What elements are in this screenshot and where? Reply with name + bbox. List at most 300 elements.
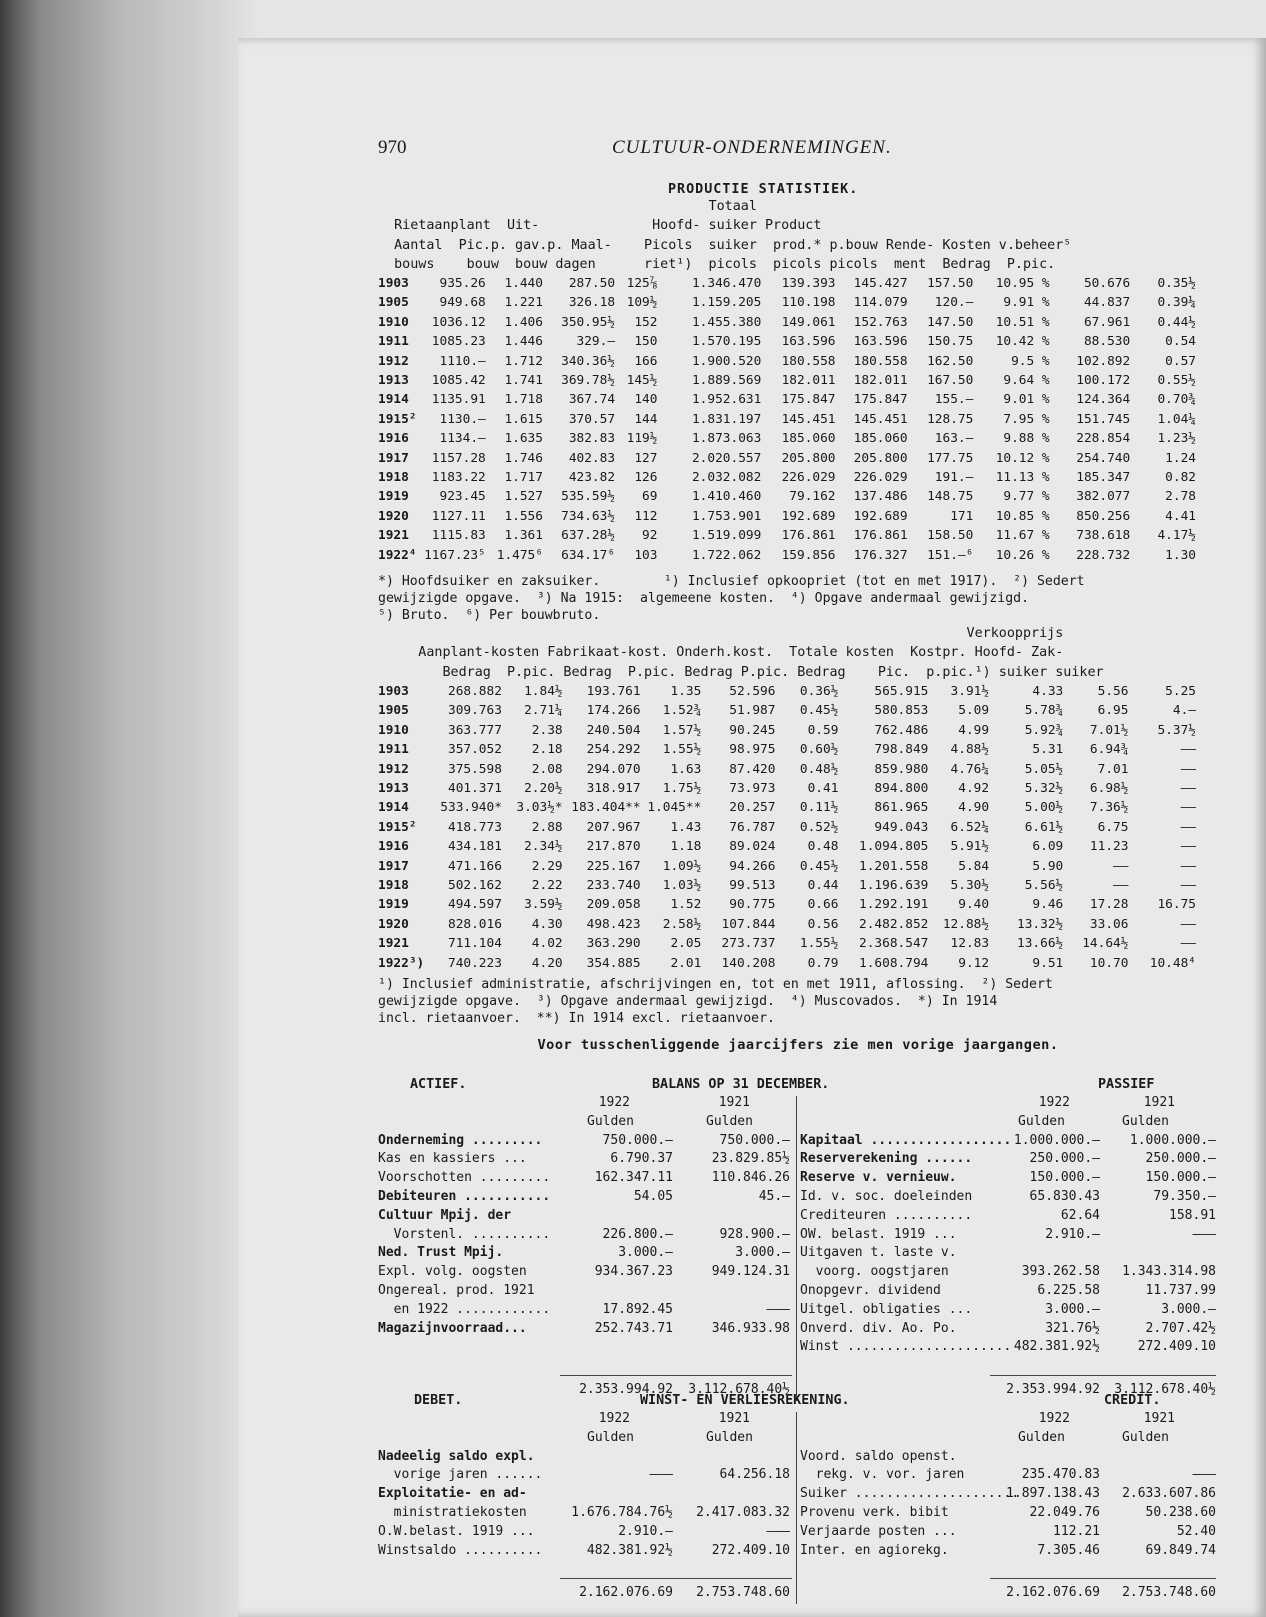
balans-right-title: PASSIEF <box>1098 1077 1155 1092</box>
table-row <box>378 313 1196 332</box>
value-cell: 494.597 <box>447 897 502 913</box>
value-cell: 87.420 <box>729 761 776 777</box>
value-cell: 217.870 <box>586 839 641 855</box>
value-cell: 0.56 <box>807 916 839 932</box>
right-row-label: Winst ..................... <box>800 1339 1012 1355</box>
value-cell: 9.77 % <box>1003 489 1050 505</box>
year-cell: 1905 <box>378 295 409 311</box>
right-row-label: Id. v. soc. doeleinden <box>800 1189 973 1204</box>
right-value-a: 7.305.46 <box>1037 1542 1100 1558</box>
total-rule-right <box>990 1578 1216 1579</box>
value-cell: 112 <box>634 508 658 524</box>
value-cell: 1.527 <box>504 489 543 505</box>
value-cell: 10.85 % <box>995 508 1050 524</box>
value-cell: 2.29 <box>531 858 563 874</box>
value-cell: 850.256 <box>1076 508 1131 524</box>
value-cell: 225.167 <box>586 858 641 874</box>
value-cell: 205.800 <box>781 450 836 466</box>
value-cell: 92 <box>642 528 658 544</box>
value-cell: 471.166 <box>447 858 502 874</box>
value-cell: 52.596 <box>729 684 776 699</box>
value-cell: 634.17⁶ <box>561 547 616 563</box>
right-value-b: 2.707.42½ <box>1145 1320 1216 1336</box>
year-cell: 1918 <box>378 878 409 894</box>
productie-header-line: Rietaanplant Uit- Hoofd- suiker Product <box>378 218 822 234</box>
value-cell: 10.70 <box>1089 955 1129 971</box>
value-cell: 98.975 <box>729 742 776 758</box>
value-cell: 182.011 <box>781 373 836 389</box>
value-cell: 1.746 <box>504 450 543 466</box>
left-value-b: ——— <box>766 1523 790 1539</box>
value-cell: 0.11½ <box>799 800 839 816</box>
value-cell: 191.— <box>934 470 974 486</box>
value-cell: —— <box>1180 819 1196 835</box>
value-cell: 33.06 <box>1089 916 1129 932</box>
value-cell: 4.99 <box>958 722 990 738</box>
value-cell: 3.91½ <box>950 684 990 699</box>
value-cell: 1.63 <box>670 761 702 777</box>
left-value-b: 272.409.10 <box>711 1542 790 1558</box>
value-cell: 50.676 <box>1083 276 1131 291</box>
year-a-left: 1922 <box>598 1411 630 1426</box>
value-cell: 192.689 <box>853 508 908 524</box>
value-cell: 1.952.631 <box>691 392 762 408</box>
table-row <box>378 818 1196 837</box>
value-cell: 1.900.520 <box>691 353 762 369</box>
value-cell: 5.00½ <box>1024 800 1064 816</box>
year-cell: 1922³) <box>378 955 425 971</box>
value-cell: —— <box>1180 858 1196 874</box>
value-cell: 79.162 <box>789 489 836 505</box>
right-row-label: Uitgaven t. laste v. <box>800 1245 957 1261</box>
value-cell: 1.03½ <box>662 878 702 894</box>
value-cell: 1.159.205 <box>691 295 762 311</box>
value-cell: 145.451 <box>781 411 836 427</box>
value-cell: 5.92¾ <box>1024 722 1064 738</box>
value-cell: 1036.12 <box>431 314 486 330</box>
value-cell: 205.800 <box>853 450 908 466</box>
value-cell: 637.28½ <box>561 528 616 544</box>
table-row <box>378 487 1196 506</box>
value-cell: 9.88 % <box>1003 431 1050 447</box>
value-cell: 861.965 <box>874 800 929 816</box>
left-row-label: O.W.belast. 1919 ... <box>378 1523 535 1539</box>
kosten-table <box>378 682 1196 973</box>
table-row <box>378 468 1196 487</box>
value-cell: 207.967 <box>586 819 641 835</box>
value-cell: 798.849 <box>874 742 929 758</box>
value-cell: 228.732 <box>1076 547 1131 563</box>
value-cell: 2.78 <box>1165 489 1196 505</box>
value-cell: 180.558 <box>853 353 908 369</box>
value-cell: 1.09½ <box>662 858 702 874</box>
value-cell: 163.— <box>934 431 974 447</box>
table-row <box>378 798 1196 817</box>
value-cell: 9.64 % <box>1003 373 1050 389</box>
value-cell: 401.371 <box>447 781 502 797</box>
value-cell: 1.570.195 <box>691 334 762 350</box>
left-value-b: 3.000.— <box>735 1245 790 1261</box>
table-row <box>378 895 1196 914</box>
value-cell: 185.060 <box>853 431 908 447</box>
value-cell: 318.917 <box>586 781 641 797</box>
year-cell: 1919 <box>378 897 409 913</box>
winst-left-title: DEBET. <box>414 1393 463 1408</box>
right-value-a: 482.381.92½ <box>1013 1339 1100 1355</box>
value-cell: 2.34½ <box>524 839 563 855</box>
right-value-a: 65.830.43 <box>1029 1189 1100 1204</box>
value-cell: 859.980 <box>874 761 929 777</box>
value-cell: 12.88½ <box>942 916 990 932</box>
value-cell: 89.024 <box>729 839 776 855</box>
value-cell: 254.740 <box>1076 450 1131 466</box>
right-value-b: ——— <box>1192 1226 1216 1242</box>
value-cell: 10.95 % <box>995 276 1050 291</box>
value-cell: 69 <box>642 489 658 505</box>
value-cell: 828.016 <box>447 916 502 932</box>
value-cell: 94.266 <box>729 858 776 874</box>
value-cell: 0.39¼ <box>1157 295 1196 311</box>
right-value-b: 158.91 <box>1169 1207 1216 1223</box>
value-cell: 44.837 <box>1083 295 1131 311</box>
currency-a-right: Gulden <box>1018 1429 1065 1445</box>
value-cell: 418.773 <box>447 819 502 835</box>
value-cell: 150 <box>634 334 658 350</box>
value-cell: 4.90 <box>958 800 990 816</box>
value-cell: 1.24 <box>1165 450 1196 466</box>
value-cell: 10.48⁴ <box>1149 955 1196 971</box>
total-rule-left <box>560 1578 792 1579</box>
value-cell: —— <box>1180 916 1196 932</box>
value-cell: 110.198 <box>781 295 836 311</box>
value-cell: 1.52 <box>670 897 702 913</box>
value-cell: 17.28 <box>1089 897 1129 913</box>
value-cell: 1.52¾ <box>662 703 702 719</box>
year-cell: 1919 <box>378 489 409 505</box>
right-row-label: voorg. oogstjaren <box>800 1264 949 1280</box>
left-row-label: ministratiekosten <box>378 1505 527 1520</box>
value-cell: 1085.42 <box>431 373 486 389</box>
right-value-b: 11.737.99 <box>1145 1283 1216 1298</box>
table-row <box>378 934 1196 953</box>
left-value-b: ——— <box>766 1301 790 1317</box>
value-cell: 6.95 <box>1097 703 1129 719</box>
value-cell: 5.25 <box>1165 684 1196 699</box>
column-divider <box>796 1412 797 1604</box>
value-cell: 0.48½ <box>799 761 839 777</box>
value-cell: 0.35½ <box>1157 276 1196 291</box>
year-cell: 1921 <box>378 936 409 952</box>
table-row <box>378 954 1196 973</box>
value-cell: —— <box>1180 936 1196 952</box>
total-a-left: 2.162.076.69 <box>579 1585 673 1601</box>
value-cell: 1.717 <box>504 470 543 486</box>
value-cell: 1.57½ <box>662 722 702 738</box>
kosten-header <box>378 624 1104 682</box>
year-cell: 1912 <box>378 761 409 777</box>
left-row-label: Voorschotten ......... <box>378 1170 551 1186</box>
value-cell: 147.50 <box>927 314 974 330</box>
year-cell: 1911 <box>378 334 409 350</box>
value-cell: 126 <box>634 470 658 486</box>
value-cell: 5.91½ <box>950 839 990 855</box>
value-cell: 1.455.380 <box>691 314 762 330</box>
value-cell: 4.41 <box>1165 508 1196 524</box>
value-cell: 148.75 <box>927 489 974 505</box>
left-value-b: 23.829.85½ <box>711 1151 790 1167</box>
kosten-footnotes <box>378 976 1053 1027</box>
value-cell: 0.79 <box>807 955 839 971</box>
value-cell: 382.83 <box>568 431 616 447</box>
value-cell: 13.66½ <box>1017 936 1064 952</box>
value-cell: 734.63½ <box>561 508 616 524</box>
value-cell: 1.201.558 <box>859 858 929 874</box>
value-cell: 1.84½ <box>524 684 563 699</box>
value-cell: 1134.— <box>439 431 486 447</box>
value-cell: 176.327 <box>853 547 908 563</box>
value-cell: 1.094.805 <box>859 839 929 855</box>
left-value-a: 3.000.— <box>618 1245 673 1261</box>
value-cell: 5.56 <box>1097 684 1129 699</box>
value-cell: 124.364 <box>1076 392 1131 408</box>
value-cell: 0.44½ <box>1157 314 1196 330</box>
left-row-label: Vorstenl. .......... <box>378 1226 551 1242</box>
right-row-label: Reserverekening ...... <box>800 1151 973 1167</box>
left-row-label: Winstsaldo .......... <box>378 1542 543 1558</box>
table-row <box>378 740 1196 759</box>
value-cell: 0.59 <box>807 722 839 738</box>
productie-footnote: ⁵) Bruto. ⁶) Per bouwbruto. <box>378 608 601 623</box>
left-value-a: 2.910.— <box>618 1523 673 1539</box>
value-cell: 1.712 <box>504 353 543 369</box>
value-cell: 9.51 <box>1032 955 1064 971</box>
value-cell: 145.451 <box>853 411 908 427</box>
table-row <box>378 701 1196 720</box>
table-row <box>378 546 1196 565</box>
right-value-a: 22.049.76 <box>1029 1505 1100 1520</box>
value-cell: 88.530 <box>1083 334 1131 350</box>
value-cell: 127 <box>634 450 658 466</box>
year-cell: 1920 <box>378 508 409 524</box>
value-cell: 1.196.639 <box>859 878 929 894</box>
right-value-b: 50.238.60 <box>1145 1505 1216 1520</box>
value-cell: 0.45½ <box>799 703 839 719</box>
value-cell: 20.257 <box>729 800 776 816</box>
table-row <box>378 682 1196 701</box>
value-cell: 2.020.557 <box>691 450 762 466</box>
year-a-right: 1922 <box>1038 1411 1070 1426</box>
value-cell: 145½ <box>626 373 658 389</box>
value-cell: 0.41 <box>807 781 839 797</box>
value-cell: 1.55½ <box>662 742 702 758</box>
value-cell: 14.64½ <box>1082 936 1129 952</box>
value-cell: 287.50 <box>568 276 616 291</box>
total-b-left: 2.753.748.60 <box>696 1585 790 1601</box>
right-value-a: 6.225.58 <box>1037 1283 1100 1298</box>
left-value-a: 226.800.— <box>602 1226 673 1242</box>
value-cell: 375.598 <box>447 761 502 777</box>
right-value-a: 3.000.— <box>1045 1301 1100 1317</box>
year-cell: 1915² <box>378 819 417 835</box>
value-cell: 580.853 <box>874 703 929 719</box>
value-cell: 309.763 <box>447 703 502 719</box>
value-cell: 1.475⁶ <box>496 547 543 563</box>
value-cell: 0.60½ <box>799 742 839 758</box>
right-value-b: 250.000.— <box>1145 1151 1216 1167</box>
right-value-b: 69.849.74 <box>1145 1542 1216 1558</box>
value-cell: —— <box>1180 878 1196 894</box>
table-row <box>378 721 1196 740</box>
value-cell: 1085.23 <box>431 334 486 350</box>
value-cell: 1.35 <box>670 684 702 699</box>
value-cell: 150.75 <box>927 334 974 350</box>
left-value-a: 934.367.23 <box>594 1264 673 1280</box>
right-row-label: Suiker ..................... <box>800 1486 1020 1502</box>
total-b-right: 2.753.748.60 <box>1122 1585 1216 1601</box>
right-value-b: 52.40 <box>1176 1523 1216 1539</box>
value-cell: 402.83 <box>568 450 616 466</box>
right-row-label: rekg. v. vor. jaren <box>800 1467 965 1483</box>
value-cell: 0.55½ <box>1157 373 1196 389</box>
left-row-label: Nadeelig saldo expl. <box>378 1448 535 1464</box>
value-cell: 51.987 <box>729 703 776 719</box>
value-cell: 120.— <box>934 295 974 311</box>
right-row-label: Voord. saldo openst. <box>800 1448 957 1464</box>
right-value-a: 112.21 <box>1053 1523 1100 1539</box>
left-value-b: 64.256.18 <box>719 1467 790 1483</box>
value-cell: 423.82 <box>568 470 616 486</box>
value-cell: 162.50 <box>927 353 974 369</box>
productie-footnote: *) Hoofdsuiker en zaksuiker. ¹) Inclusief opkoopriet (tot en met 1917). ²) Sedert <box>378 574 1085 589</box>
value-cell: 1127.11 <box>431 508 486 524</box>
table-row <box>378 526 1196 545</box>
currency-a-left: Gulden <box>587 1113 634 1129</box>
value-cell: 4.30 <box>531 916 563 932</box>
productie-header <box>378 197 1071 275</box>
value-cell: 4.17½ <box>1157 528 1196 544</box>
value-cell: 163.596 <box>853 334 908 350</box>
value-cell: 4.88½ <box>950 742 990 758</box>
value-cell: 1.045** <box>647 800 702 816</box>
total-rule-left <box>560 1375 792 1376</box>
value-cell: 182.011 <box>853 373 908 389</box>
value-cell: 2.22 <box>531 878 563 894</box>
value-cell: 340.36½ <box>561 353 616 369</box>
value-cell: 233.740 <box>586 878 641 894</box>
year-cell: 1914 <box>378 392 409 408</box>
right-value-b: 272.409.10 <box>1137 1339 1216 1355</box>
value-cell: 1.608.794 <box>859 955 929 971</box>
left-value-a: 1.676.784.76½ <box>571 1505 673 1520</box>
value-cell: 268.882 <box>447 684 502 699</box>
value-cell: 175.847 <box>781 392 836 408</box>
value-cell: 12.83 <box>950 936 990 952</box>
value-cell: 90.775 <box>729 897 776 913</box>
value-cell: 1.346.470 <box>691 276 762 291</box>
value-cell: 1.292.191 <box>859 897 929 913</box>
total-a-right: 2.162.076.69 <box>1006 1585 1100 1601</box>
year-cell: 1903 <box>378 684 409 699</box>
value-cell: 183.404** <box>571 800 641 816</box>
kosten-footnote: ¹) Inclusief administratie, afschrijvingen en, tot en met 1911, aflossing. ²) Sedert <box>378 977 1053 992</box>
value-cell: 16.75 <box>1157 897 1196 913</box>
table-row <box>378 371 1196 390</box>
right-value-b: ——— <box>1192 1467 1216 1483</box>
value-cell: 762.486 <box>874 722 929 738</box>
right-value-a: 1.000.000.— <box>1013 1132 1100 1148</box>
value-cell: 5.90 <box>1032 858 1064 874</box>
value-cell: 1.722.062 <box>691 547 762 563</box>
year-cell: 1914 <box>378 800 409 816</box>
value-cell: 5.56½ <box>1024 878 1064 894</box>
table-row <box>378 837 1196 856</box>
table-row <box>378 507 1196 526</box>
value-cell: 228.854 <box>1076 431 1131 447</box>
value-cell: —— <box>1180 781 1196 797</box>
value-cell: 103 <box>634 547 658 563</box>
value-cell: 535.59½ <box>561 489 616 505</box>
value-cell: 185.060 <box>781 431 836 447</box>
table-row <box>378 274 1196 293</box>
value-cell: 923.45 <box>439 489 486 505</box>
value-cell: 935.26 <box>439 276 486 291</box>
year-b-right: 1921 <box>1143 1411 1175 1426</box>
value-cell: 2.88 <box>531 819 563 835</box>
left-value-a: ——— <box>649 1467 673 1483</box>
left-row-label: Onderneming ......... <box>378 1132 543 1148</box>
value-cell: 11.13 % <box>995 470 1050 486</box>
value-cell: 151.745 <box>1076 411 1131 427</box>
value-cell: 370.57 <box>568 411 616 427</box>
value-cell: 273.737 <box>721 936 776 952</box>
winst-title: WINST- EN VERLIESREKENING. <box>640 1393 850 1408</box>
table-row <box>378 779 1196 798</box>
value-cell: 357.052 <box>447 742 502 758</box>
productie-footnote: gewijzigde opgave. ³) Na 1915: algemeene kosten. ⁴) Opgave andermaal gewijzigd. <box>378 591 1030 606</box>
total-b-left: 3.112.678.40½ <box>688 1382 790 1398</box>
currency-b-right: Gulden <box>1122 1113 1169 1129</box>
value-cell: 2.18 <box>531 742 563 758</box>
value-cell: 128.75 <box>927 411 974 427</box>
total-a-left: 2.353.994.92 <box>579 1382 673 1398</box>
right-value-a: 235.470.83 <box>1021 1467 1100 1483</box>
value-cell: 2.08 <box>531 761 563 777</box>
right-row-label: Provenu verk. bibit <box>800 1505 949 1520</box>
value-cell: 1115.83 <box>431 528 486 544</box>
value-cell: 0.36½ <box>799 684 839 699</box>
left-value-b: 750.000.— <box>719 1132 790 1148</box>
value-cell: 363.777 <box>447 722 502 738</box>
right-value-b: 79.350.— <box>1153 1189 1216 1204</box>
left-row-label: vorige jaren ...... <box>378 1467 543 1483</box>
value-cell: 738.618 <box>1076 528 1131 544</box>
left-value-a: 482.381.92½ <box>586 1542 673 1558</box>
value-cell: 125⅞ <box>626 276 658 291</box>
value-cell: 99.513 <box>729 878 776 894</box>
value-cell: 254.292 <box>586 742 641 758</box>
value-cell: 10.51 % <box>995 314 1050 330</box>
currency-b-right: Gulden <box>1122 1429 1169 1445</box>
value-cell: 1.635 <box>504 431 543 447</box>
value-cell: 0.66 <box>807 897 839 913</box>
right-value-a: 2.910.— <box>1045 1226 1100 1242</box>
value-cell: —— <box>1113 858 1129 874</box>
table-row <box>378 915 1196 934</box>
value-cell: 163.596 <box>781 334 836 350</box>
total-a-right: 2.353.994.92 <box>1006 1382 1100 1398</box>
value-cell: 166 <box>634 353 658 369</box>
value-cell: 1.718 <box>504 392 543 408</box>
